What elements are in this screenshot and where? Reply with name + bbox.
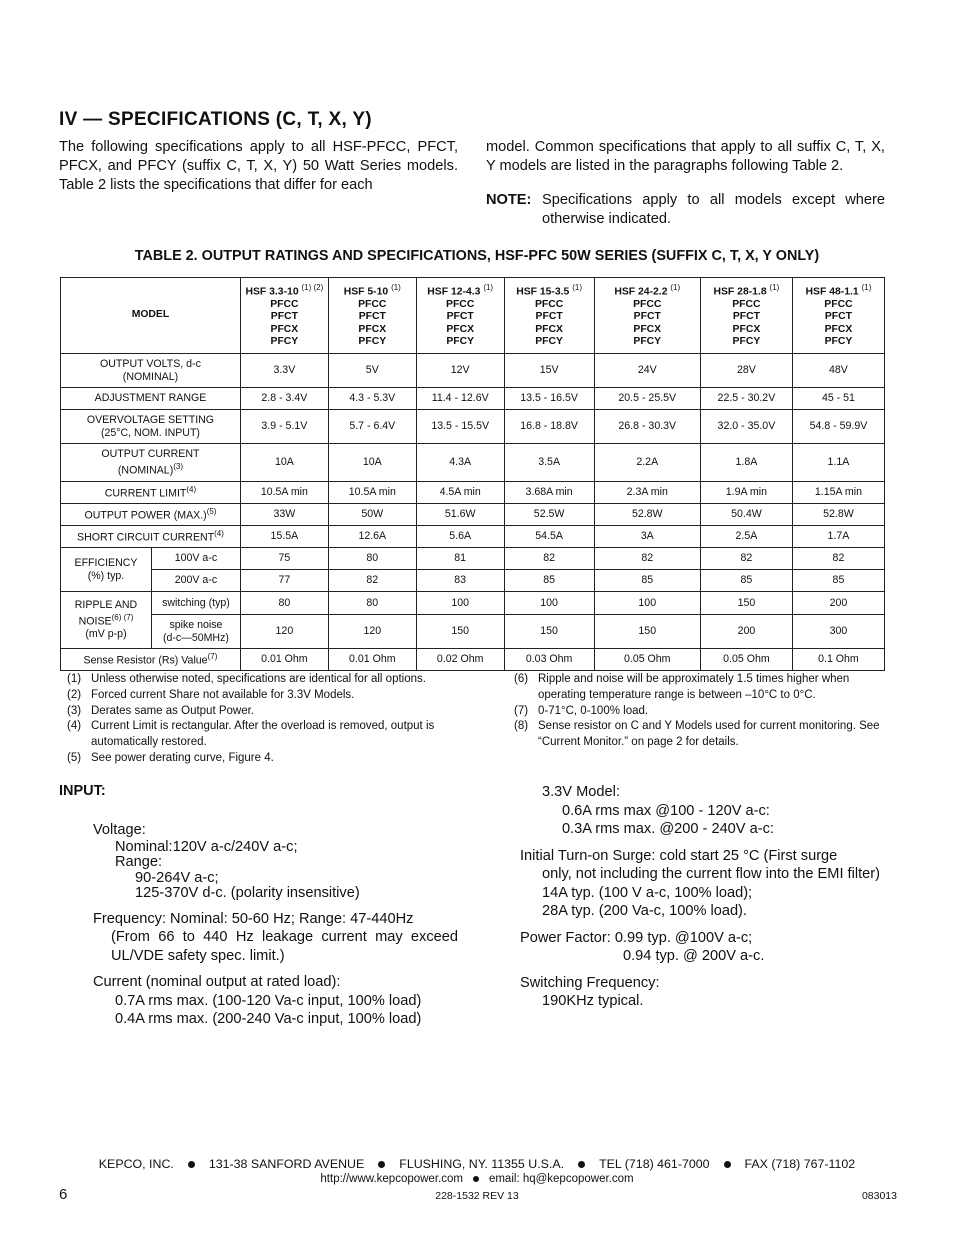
- model-col-2: HSF 5-10 $^{(1)}$ PFCC PFCT PFCX PFCY: [328, 278, 416, 354]
- table-cell: 26.8 - 30.3V: [594, 410, 700, 444]
- row-sublabel: 100V a-c: [151, 548, 240, 570]
- document-number: 228-1532 REV 13: [435, 1190, 519, 1202]
- footnote: (1) Unless otherwise noted, specifications are identical for all options.: [67, 673, 426, 685]
- frequency-note: (From 66 to 440 Hz leakage current may exceed UL/VDE safety spec. limit.): [111, 929, 458, 964]
- surge-continued: only, not including the current flow into the EMI filter): [542, 866, 880, 882]
- table-cell: 32.0 - 35.0V: [700, 410, 792, 444]
- model33-low-line: 0.6A rms max @100 - 120V a-c:: [562, 802, 770, 819]
- document-date: 083013: [861, 1190, 897, 1202]
- table-cell: 51.6W: [416, 504, 504, 526]
- table-cell: 1.1A: [792, 444, 884, 482]
- table-cell: 54.5A: [504, 526, 594, 548]
- footnote: (3) Derates same as Output Power.: [67, 704, 254, 717]
- footer-tel: TEL (718) 461-7000: [599, 1157, 710, 1171]
- table-cell: 1.7A: [792, 526, 884, 548]
- footer-url[interactable]: http://www.kepcopower.com: [320, 1173, 463, 1185]
- footnote: (4) Current Limit is rectangular. After the overload is removed, output is automatically restored.: [67, 720, 435, 749]
- current-low-line: 0.7A rms max. (100-120 Va-c input, 100% load): [115, 992, 422, 1009]
- table-cell: 82: [792, 548, 884, 570]
- table-cell: 15.5A: [240, 526, 328, 548]
- footnote: (2) Forced current Share not available for 3.3V Models.: [67, 688, 355, 701]
- table-cell: 16.8 - 18.8V: [504, 410, 594, 444]
- efficiency-label: EFFICIENCY (%) typ.: [61, 548, 152, 592]
- table-cell: 120: [328, 615, 416, 649]
- model-col-7: HSF 48-1.1 $^{(1)}$ PFCC PFCT PFCX PFCY: [792, 278, 884, 354]
- footnote: (6) Ripple and noise will be approximately 1.5 times higher when operating temperature range is between –10°C to 0°C.: [514, 673, 850, 701]
- footer-email[interactable]: email: hq@kepcopower.com: [488, 1173, 634, 1185]
- table-row: [61, 649, 885, 671]
- table-cell: 4.3A: [416, 444, 504, 482]
- table-cell: 200: [792, 592, 884, 615]
- table-cell: 5V: [328, 354, 416, 388]
- table-cell: 52.5W: [504, 504, 594, 526]
- voltage-label: Voltage:: [93, 822, 146, 838]
- table-cell: 100: [504, 592, 594, 615]
- power-factor-200v: 0.94 typ. @ 200V a-c.: [623, 948, 765, 964]
- table-row: [61, 592, 885, 615]
- section-title: IV — SPECIFICATIONS (C, T, X, Y): [59, 109, 372, 130]
- row-label: SHORT CIRCUIT CURRENT$^{(4)}$: [61, 526, 241, 548]
- row-label: OUTPUT VOLTS, d-c (NOMINAL): [61, 354, 241, 388]
- intro-right: model. Common specifications that apply to all suffix C, T, X, Y models are listed in the paragraphs following Table 2.: [486, 139, 885, 174]
- row-sublabel: 200V a-c: [151, 570, 240, 592]
- table-row: [61, 570, 885, 592]
- table-cell: 80: [328, 548, 416, 570]
- row-label: OUTPUT POWER $(MAX.)^{(5)}$: [61, 504, 241, 526]
- table-cell: 0.05 Ohm: [594, 649, 700, 671]
- current-high-line: 0.4A rms max. (200-240 Va-c input, 100% load): [115, 1011, 422, 1027]
- table-cell: 10.5A min: [328, 482, 416, 504]
- bullet-icon: [473, 1176, 479, 1182]
- model-header: MODEL: [61, 278, 241, 354]
- footnotes-right: [514, 672, 886, 751]
- switching-frequency-label: Switching Frequency:: [520, 974, 660, 991]
- input-heading: INPUT:: [59, 783, 106, 799]
- footnote: (5) See power derating curve, Figure 4.: [67, 751, 274, 764]
- table-cell: 45 - 51: [792, 388, 884, 410]
- input-left-column: [93, 821, 463, 1029]
- model-col-3: HSF 12-4.3 $^{(1)}$ PFCC PFCT PFCX PFCY: [416, 278, 504, 354]
- footnote: (7) 0-71°C, 0-100% load.: [514, 704, 649, 717]
- bullet-icon: [378, 1161, 385, 1168]
- model33-label: 3.3V Model:: [542, 784, 620, 800]
- table-cell: 4.5A min: [416, 482, 504, 504]
- table-cell: 75: [240, 548, 328, 570]
- table-row: [61, 482, 885, 504]
- table-cell: 15V: [504, 354, 594, 388]
- switching-frequency-value: 190KHz typical.: [542, 993, 644, 1009]
- table-cell: 150: [504, 615, 594, 649]
- table-cell: 4.3 - 5.3V: [328, 388, 416, 410]
- table-cell: 13.5 - 16.5V: [504, 388, 594, 410]
- footer-address: [0, 1157, 954, 1171]
- table-cell: 82: [328, 570, 416, 592]
- bullet-icon: [724, 1161, 731, 1168]
- table-cell: 28V: [700, 354, 792, 388]
- table-cell: 82: [504, 548, 594, 570]
- row-label: CURRENT LIMIT$^{(4)}$: [61, 482, 241, 504]
- table-cell: 150: [416, 615, 504, 649]
- table-cell: 12V: [416, 354, 504, 388]
- footer-web: [0, 1173, 954, 1185]
- footer-city: FLUSHING, NY. 11355 U.S.A.: [399, 1157, 565, 1171]
- table-row: [61, 410, 885, 444]
- intro-left: The following specifications apply to all HSF-PFCC, PFCT, PFCX, and PFCY (suffix C, T, X, Y) 50 Watt Series models. Table 2 lists the specifications that differ for each: [59, 139, 458, 193]
- table-cell: 52.8W: [594, 504, 700, 526]
- table-cell: 10.5A min: [240, 482, 328, 504]
- table-cell: 52.8W: [792, 504, 884, 526]
- table-cell: 3.3V: [240, 354, 328, 388]
- table-cell: 77: [240, 570, 328, 592]
- row-label: OUTPUT CURRENT (NOMINAL)$^{(3)}$: [61, 444, 241, 482]
- input-right-column: [520, 783, 886, 1011]
- table-cell: 50.4W: [700, 504, 792, 526]
- table-cell: 2.3A min: [594, 482, 700, 504]
- table-cell: 48V: [792, 354, 884, 388]
- note-label: NOTE:: [486, 192, 532, 208]
- table-cell: 3.68A min: [504, 482, 594, 504]
- table-cell: 5.7 - 6.4V: [328, 410, 416, 444]
- table-cell: 3A: [594, 526, 700, 548]
- table-cell: 3.5A: [504, 444, 594, 482]
- table-cell: 85: [792, 570, 884, 592]
- model-col-5: HSF 24-2.2 $^{(1)}$ PFCC PFCT PFCX PFCY: [594, 278, 700, 354]
- table-cell: 0.05 Ohm: [700, 649, 792, 671]
- footnote: (8) Sense resistor on C and Y Models used for current monitoring. See “Current Monitor.” on page 2 for details.: [514, 720, 880, 749]
- footer-fax: FAX (718) 767-1102: [744, 1157, 856, 1171]
- table-cell: 150: [700, 592, 792, 615]
- table-cell: 10A: [328, 444, 416, 482]
- power-factor: Power Factor: 0.99 typ. @100V a-c;: [520, 929, 753, 946]
- table-cell: 85: [504, 570, 594, 592]
- footnotes-left: [59, 672, 479, 767]
- table-cell: 0.1 Ohm: [792, 649, 884, 671]
- table-cell: 83: [416, 570, 504, 592]
- table-row: [61, 444, 885, 482]
- table-cell: 12.6A: [328, 526, 416, 548]
- row-sublabel: switching (typ): [151, 592, 240, 615]
- table-header-row: [61, 278, 885, 354]
- current-label: Current (nominal output at rated load):: [93, 974, 341, 990]
- page-number: 6: [59, 1186, 68, 1203]
- table-row: [61, 354, 885, 388]
- spec-table: [60, 277, 885, 671]
- table-cell: 85: [700, 570, 792, 592]
- table-cell: 20.5 - 25.5V: [594, 388, 700, 410]
- table-cell: 300: [792, 615, 884, 649]
- model-col-6: HSF 28-1.8 $^{(1)}$ PFCC PFCT PFCX PFCY: [700, 278, 792, 354]
- table-cell: 54.8 - 59.9V: [792, 410, 884, 444]
- surge-100v: 14A typ. (100 V a-c, 100% load);: [542, 884, 753, 901]
- bullet-icon: [578, 1161, 585, 1168]
- table-cell: 1.8A: [700, 444, 792, 482]
- table-cell: 100: [594, 592, 700, 615]
- table-cell: 1.15A min: [792, 482, 884, 504]
- table-cell: 13.5 - 15.5V: [416, 410, 504, 444]
- table-cell: 82: [594, 548, 700, 570]
- voltage-nominal: Nominal:120V a-c/240V a-c;: [115, 838, 298, 855]
- table-cell: 120: [240, 615, 328, 649]
- table-cell: 50W: [328, 504, 416, 526]
- table-cell: 33W: [240, 504, 328, 526]
- table-cell: 80: [328, 592, 416, 615]
- table-cell: 81: [416, 548, 504, 570]
- table-cell: 82: [700, 548, 792, 570]
- table-cell: 1.9A min: [700, 482, 792, 504]
- table-cell: 85: [594, 570, 700, 592]
- model-col-4: HSF 15-3.5 $^{(1)}$ PFCC PFCT PFCX PFCY: [504, 278, 594, 354]
- table-cell: 150: [594, 615, 700, 649]
- voltage-range-dc: 125-370V d-c. (polarity insensitive): [135, 885, 360, 901]
- table-cell: 2.2A: [594, 444, 700, 482]
- table-cell: 100: [416, 592, 504, 615]
- table-row: [61, 388, 885, 410]
- voltage-range-ac: 90-264V a-c;: [135, 869, 219, 886]
- surge: Initial Turn-on Surge: cold start 25 °C (First surge: [520, 847, 838, 864]
- table-cell: 2.5A: [700, 526, 792, 548]
- table-cell: 200: [700, 615, 792, 649]
- table-caption: TABLE 2. OUTPUT RATINGS AND SPECIFICATIONS, HSF-PFC 50W SERIES (SUFFIX C, T, X, Y ONLY): [134, 248, 820, 264]
- table-cell: 5.6A: [416, 526, 504, 548]
- model33-high-line: 0.3A rms max. @200 - 240V a-c:: [562, 821, 774, 837]
- table-cell: 22.5 - 30.2V: [700, 388, 792, 410]
- table-cell: 0.01 Ohm: [240, 649, 328, 671]
- row-label: OVERVOLTAGE SETTING (25°C, NOM. INPUT): [61, 410, 241, 444]
- table-cell: 24V: [594, 354, 700, 388]
- footer-street: 131-38 SANFORD AVENUE: [208, 1157, 365, 1171]
- table-row: [61, 504, 885, 526]
- note-text: Specifications apply to all models except where otherwise indicated.: [542, 192, 885, 227]
- table-cell: 0.01 Ohm: [328, 649, 416, 671]
- table-cell: 80: [240, 592, 328, 615]
- row-sublabel: spike noise (d-c—50MHz): [151, 615, 240, 649]
- voltage-range-label: Range:: [115, 854, 163, 870]
- table-cell: 0.02 Ohm: [416, 649, 504, 671]
- footer-company: KEPCO, INC.: [98, 1157, 174, 1171]
- surge-200v: 28A typ. (200 Va-c, 100% load).: [542, 903, 747, 919]
- table-cell: 10A: [240, 444, 328, 482]
- table-cell: 11.4 - 12.6V: [416, 388, 504, 410]
- ripple-label: RIPPLE AND $NOISE^{(6) (7)}$ (mV p-p): [61, 592, 152, 649]
- row-label: Sense Resistor (Rs) Value$^{(7)}$: [61, 649, 241, 671]
- table-row: [61, 615, 885, 649]
- table-cell: 0.03 Ohm: [504, 649, 594, 671]
- table-cell: 3.9 - 5.1V: [240, 410, 328, 444]
- model-col-1: HSF 3.3-10 $^{(1) (2)}$ PFCC PFCT PFCX PFCY: [240, 278, 328, 354]
- table-row: [61, 548, 885, 570]
- table-cell: 2.8 - 3.4V: [240, 388, 328, 410]
- frequency: Frequency: Nominal: 50-60 Hz; Range: 47-440Hz: [93, 910, 414, 927]
- row-label: ADJUSTMENT RANGE: [61, 388, 241, 410]
- bullet-icon: [188, 1161, 195, 1168]
- table-row: [61, 526, 885, 548]
